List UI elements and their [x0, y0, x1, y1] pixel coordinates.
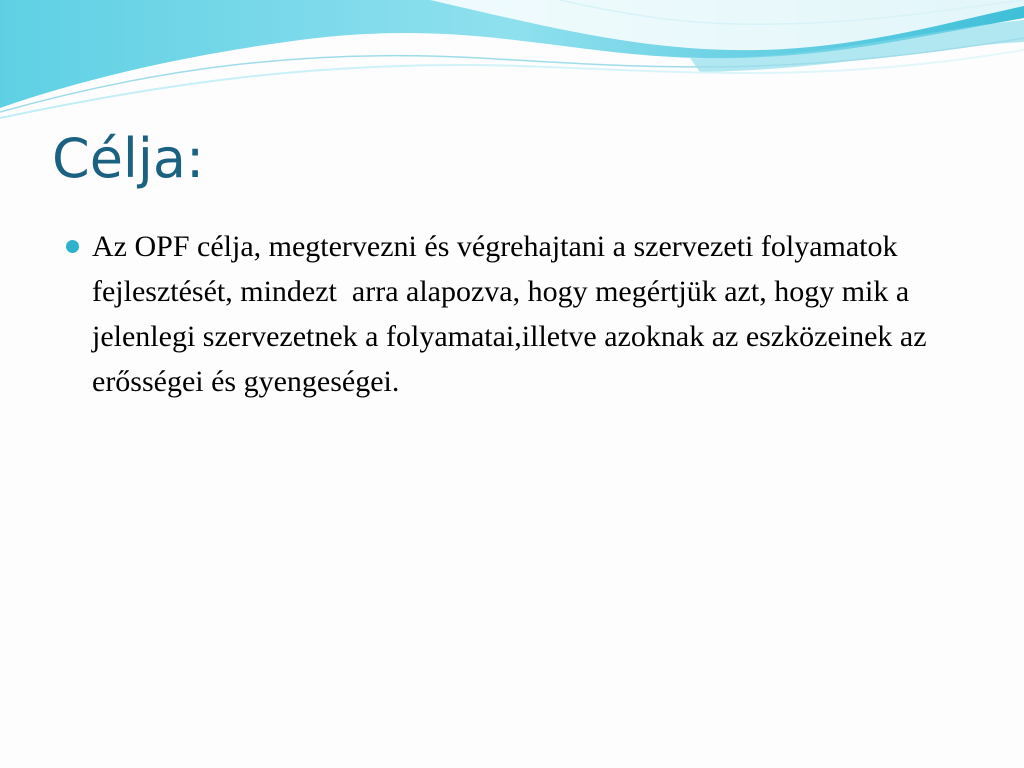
- decorative-wave-header: [0, 0, 1024, 130]
- bullet-list: [62, 224, 962, 404]
- bullet-dot-icon: [66, 240, 79, 253]
- bullet-text: Az OPF célja, megtervezni és végrehajtani a szervezeti folyamatok fejlesztését, mindezt arra alapozva, hogy megértjük azt, hogy mik a jelenlegi szervezetnek a folyamatai,illetve azoknak az eszközeinek az erősségei és gyengeségei.: [92, 230, 935, 398]
- bullet-item: [62, 224, 962, 404]
- slide-title: Célja:: [52, 127, 205, 190]
